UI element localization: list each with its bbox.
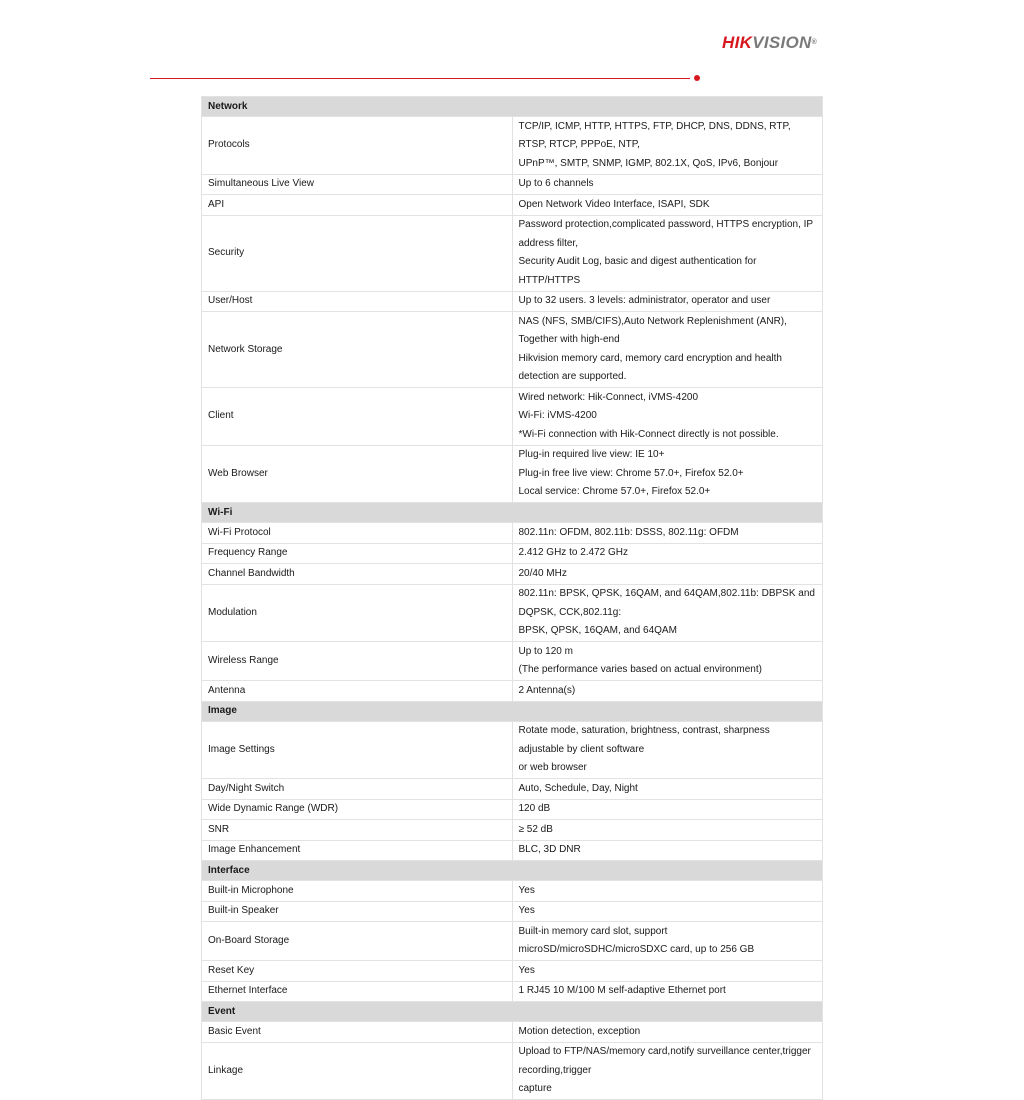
spec-key: Linkage	[202, 1042, 513, 1100]
section-header-network	[202, 97, 823, 117]
spec-value-line: TCP/IP, ICMP, HTTP, HTTPS, FTP, DHCP, DNS, DDNS, RTP, RTSP, RTCP, PPPoE, NTP,	[518, 120, 791, 150]
spec-key: Client	[202, 388, 513, 446]
table-row	[202, 564, 823, 585]
table-row	[202, 215, 823, 291]
table-row	[202, 117, 823, 175]
spec-key: Channel Bandwidth	[202, 564, 513, 585]
spec-value-line: UPnP™, SMTP, SNMP, IGMP, 802.1X, QoS, IPv6, Bonjour	[518, 157, 779, 169]
spec-value	[512, 721, 823, 779]
table-row	[202, 901, 823, 922]
spec-key: Antenna	[202, 681, 513, 702]
spec-value-line: Local service: Chrome 57.0+, Firefox 52.0+	[518, 486, 711, 497]
spec-value-line: Password protection,complicated password, HTTPS encryption, IP address filter,	[518, 219, 813, 249]
spec-value	[512, 922, 823, 961]
spec-key: Ethernet Interface	[202, 981, 513, 1002]
section-title: Interface	[202, 861, 823, 881]
spec-key: Security	[202, 215, 513, 291]
spec-value-line: Plug-in required live view: IE 10+	[518, 449, 665, 460]
header-divider-dot	[694, 75, 700, 81]
spec-value	[512, 388, 823, 446]
spec-value-line: (The performance varies based on actual environment)	[518, 664, 762, 675]
spec-value	[512, 584, 823, 642]
table-row	[202, 523, 823, 544]
spec-value	[512, 681, 823, 702]
spec-key: Basic Event	[202, 1022, 513, 1043]
spec-value-line: ≥ 52 dB	[518, 823, 553, 835]
section-title: Event	[202, 1002, 823, 1022]
spec-value-line: 802.11n: OFDM, 802.11b: DSSS, 802.11g: OFDM	[518, 526, 739, 538]
header-divider	[150, 78, 690, 79]
table-row	[202, 584, 823, 642]
table-row	[202, 1022, 823, 1043]
spec-key: Reset Key	[202, 961, 513, 982]
table-row	[202, 642, 823, 681]
hikvision-logo	[722, 33, 817, 53]
table-row	[202, 840, 823, 861]
spec-value-line: Up to 32 users. 3 levels: administrator, operator and user	[518, 295, 771, 306]
spec-value	[512, 961, 823, 982]
section-header-event	[202, 1002, 823, 1022]
table-row	[202, 779, 823, 800]
spec-value	[512, 1022, 823, 1043]
spec-value	[512, 901, 823, 922]
spec-value-line: Motion detection, exception	[518, 1025, 641, 1037]
spec-value-line: Yes	[518, 884, 535, 896]
table-row	[202, 312, 823, 388]
spec-value	[512, 981, 823, 1002]
table-row	[202, 961, 823, 982]
section-title: Image	[202, 701, 823, 721]
table-row	[202, 922, 823, 961]
section-header-wi-fi	[202, 503, 823, 523]
section-title: Network	[202, 97, 823, 117]
table-row	[202, 195, 823, 216]
table-row	[202, 799, 823, 820]
spec-value	[512, 820, 823, 841]
spec-value	[512, 195, 823, 216]
table-row	[202, 981, 823, 1002]
spec-key: Simultaneous Live View	[202, 174, 513, 195]
table-row	[202, 291, 823, 312]
table-row	[202, 445, 823, 503]
spec-key: Modulation	[202, 584, 513, 642]
spec-table-body	[202, 97, 823, 1100]
spec-value-line: 120 dB	[518, 803, 551, 814]
spec-value-line: Rotate mode, saturation, brightness, contrast, sharpness adjustable by client software	[518, 725, 770, 755]
logo-registered-mark: ®	[811, 39, 818, 46]
spec-table	[201, 96, 823, 1100]
spec-key: Web Browser	[202, 445, 513, 503]
spec-value-line: Wi-Fi: iVMS-4200	[518, 410, 597, 421]
spec-key: Built-in Microphone	[202, 881, 513, 902]
spec-value-line: 1 RJ45 10 M/100 M self-adaptive Ethernet port	[518, 985, 726, 996]
spec-value	[512, 840, 823, 861]
spec-value-line: or web browser	[518, 762, 587, 773]
table-row	[202, 543, 823, 564]
spec-value	[512, 291, 823, 312]
section-header-interface	[202, 861, 823, 881]
spec-value-line: BPSK, QPSK, 16QAM, and 64QAM	[518, 625, 677, 636]
spec-key: Wireless Range	[202, 642, 513, 681]
spec-value	[512, 445, 823, 503]
spec-value	[512, 174, 823, 195]
spec-value	[512, 543, 823, 564]
spec-value	[512, 523, 823, 544]
spec-key: Network Storage	[202, 312, 513, 388]
spec-value-line: Up to 6 channels	[518, 178, 594, 189]
spec-value	[512, 312, 823, 388]
table-row	[202, 681, 823, 702]
spec-key: Wide Dynamic Range (WDR)	[202, 799, 513, 820]
table-row	[202, 388, 823, 446]
spec-key: Protocols	[202, 117, 513, 175]
spec-key: User/Host	[202, 291, 513, 312]
spec-value-line: Up to 120 m	[518, 645, 573, 657]
spec-value-line: Open Network Video Interface, ISAPI, SDK	[518, 198, 710, 210]
spec-value	[512, 881, 823, 902]
spec-value-line: Yes	[518, 905, 535, 916]
spec-key: SNR	[202, 820, 513, 841]
spec-value-line: NAS (NFS, SMB/CIFS),Auto Network Replenishment (ANR), Together with high-end	[518, 315, 787, 345]
spec-key: Built-in Speaker	[202, 901, 513, 922]
table-row	[202, 820, 823, 841]
spec-value-line: Upload to FTP/NAS/memory card,notify surveillance center,trigger recording,trigger	[518, 1046, 811, 1076]
spec-key: Frequency Range	[202, 543, 513, 564]
spec-value	[512, 642, 823, 681]
spec-value-line: BLC, 3D DNR	[518, 844, 581, 855]
spec-value-line: *Wi-Fi connection with Hik-Connect directly is not possible.	[518, 428, 779, 440]
table-row	[202, 721, 823, 779]
spec-value-line: Auto, Schedule, Day, Night	[518, 782, 638, 794]
spec-value-line: Hikvision memory card, memory card encryption and health detection are supported.	[518, 352, 782, 382]
spec-value-line: Plug-in free live view: Chrome 57.0+, Firefox 52.0+	[518, 467, 744, 479]
spec-value-line: 20/40 MHz	[518, 567, 567, 579]
spec-value	[512, 779, 823, 800]
logo-vision: VISION	[752, 33, 812, 52]
spec-value-line: Yes	[518, 964, 535, 976]
spec-value	[512, 799, 823, 820]
spec-key: Wi-Fi Protocol	[202, 523, 513, 544]
spec-key: Image Settings	[202, 721, 513, 779]
spec-value	[512, 117, 823, 175]
logo-hik: HIK	[722, 33, 753, 52]
spec-value-line: 802.11n: BPSK, QPSK, 16QAM, and 64QAM,802.11b: DBPSK and DQPSK, CCK,802.11g:	[518, 588, 815, 618]
spec-key: Image Enhancement	[202, 840, 513, 861]
spec-key: Day/Night Switch	[202, 779, 513, 800]
spec-value-line: 2.412 GHz to 2.472 GHz	[518, 547, 629, 558]
table-row	[202, 1042, 823, 1100]
spec-key: API	[202, 195, 513, 216]
section-header-image	[202, 701, 823, 721]
spec-value	[512, 215, 823, 291]
spec-value-line: Wired network: Hik-Connect, iVMS-4200	[518, 391, 699, 403]
spec-key: On-Board Storage	[202, 922, 513, 961]
spec-value-line: Built-in memory card slot, support microSD/microSDHC/microSDXC card, up to 256 GB	[518, 925, 755, 955]
spec-value	[512, 564, 823, 585]
spec-value-line: capture	[518, 1083, 552, 1094]
spec-value	[512, 1042, 823, 1100]
table-row	[202, 174, 823, 195]
table-row	[202, 881, 823, 902]
spec-value-line: 2 Antenna(s)	[518, 684, 576, 696]
spec-value-line: Security Audit Log, basic and digest authentication for HTTP/HTTPS	[518, 256, 757, 286]
section-title: Wi-Fi	[202, 503, 823, 523]
